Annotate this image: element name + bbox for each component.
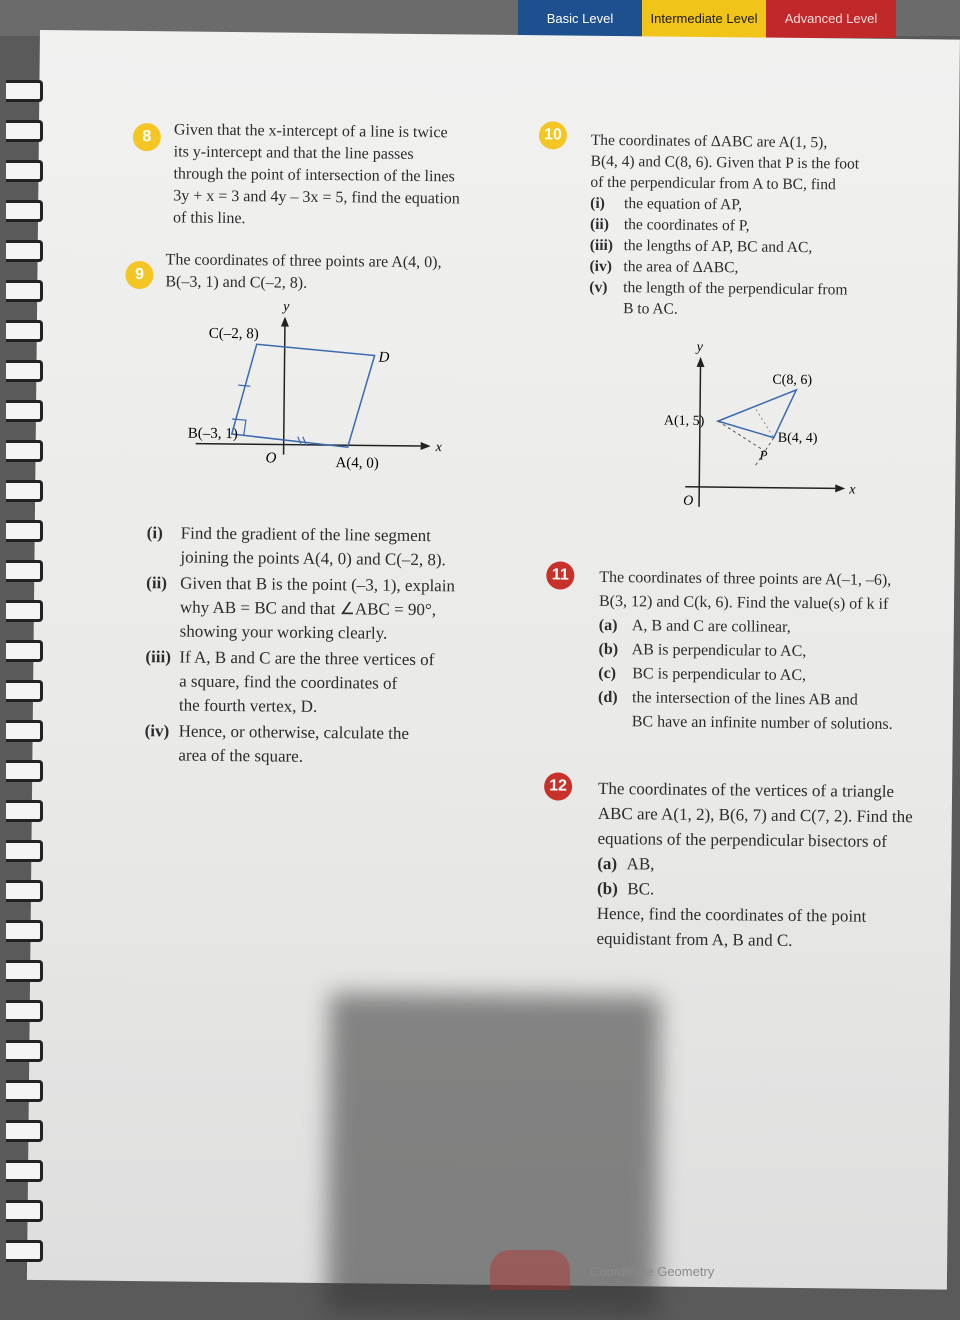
q11-line: The coordinates of three points are A(–1, –6), [599, 568, 892, 589]
x-axis-line [196, 444, 421, 446]
q10-line: The coordinates of ΔABC are A(1, 5), [590, 131, 828, 152]
q10-triangle-diagram [655, 336, 897, 529]
part-label: (i) [146, 523, 163, 543]
binding-ring [6, 200, 43, 222]
part-label: (i) [590, 194, 605, 212]
q8-line: through the point of intersection of the lines [173, 165, 455, 186]
label-point-b: B(4, 4) [777, 430, 818, 447]
q12-part [597, 876, 942, 905]
y-axis-line [699, 365, 700, 507]
part-body [180, 522, 446, 573]
x-axis-line [685, 487, 835, 489]
q12-part [597, 851, 942, 880]
binding-ring [6, 640, 43, 662]
label-x-axis: x [435, 440, 442, 456]
part-text: the equation of AP, [623, 195, 743, 214]
q9-line: B(–3, 1) and C(–2, 8). [165, 273, 308, 292]
part-line: area of the square. [178, 745, 304, 766]
question-9-number: 9 [125, 261, 153, 289]
q9-part [144, 719, 484, 771]
question-9-text [165, 249, 495, 296]
part-line: Find the gradient of the line segment [180, 523, 432, 546]
part-line: Hence, or otherwise, calculate the [178, 721, 410, 743]
part-line: why AB = BC and that ∠ABC = 90°, [179, 597, 437, 620]
binding-ring [6, 1120, 43, 1142]
part-label: (ii) [589, 215, 610, 233]
part-label: (b) [596, 878, 618, 899]
binding-ring [6, 440, 43, 462]
label-point-b: B(–3, 1) [187, 425, 238, 443]
part-body [180, 571, 456, 646]
y-axis-line [284, 325, 285, 455]
binding-ring [6, 800, 43, 822]
part-label: (ii) [146, 573, 168, 593]
q9-part [146, 571, 487, 647]
part-label: (a) [598, 616, 618, 635]
q8-line: Given that the x-intercept of a line is twice [173, 121, 448, 142]
part-text: A, B and C are collinear, [631, 617, 791, 636]
binding-ring [6, 360, 43, 382]
tab-basic-level[interactable]: Basic Level [518, 0, 642, 38]
tab-advanced-level[interactable]: Advanced Level [766, 0, 896, 38]
question-9-parts [144, 521, 487, 771]
part-text: AB is perpendicular to AC, [631, 641, 807, 661]
q12-line: The coordinates of the vertices of a triangle [597, 778, 895, 801]
tab-intermediate-level[interactable]: Intermediate Level [642, 0, 766, 38]
binding-ring [6, 1240, 43, 1262]
part-line: a square, find the coordinates of [179, 671, 398, 693]
part-label: (iii) [145, 647, 172, 667]
binding-ring [6, 320, 43, 342]
label-point-c: C(8, 6) [772, 372, 813, 389]
binding-ring [6, 960, 43, 982]
part-body [178, 719, 409, 769]
part-label: (a) [597, 853, 618, 874]
page-number-tab [490, 1250, 570, 1290]
q11-part [598, 638, 943, 666]
label-point-a: A(4, 0) [335, 455, 379, 472]
q9-part [146, 521, 486, 573]
label-point-a: A(1, 5) [663, 413, 705, 429]
binding-ring [6, 1080, 43, 1102]
q12-line: equations of the perpendicular bisectors of [597, 828, 888, 851]
q12-closing-line: equidistant from A, B and C. [596, 928, 793, 950]
question-10-number: 10 [539, 121, 567, 149]
part-text: the length of the perpendicular from [623, 279, 848, 299]
binding-ring [6, 1040, 43, 1062]
q8-line: its y-intercept and that the line passes [173, 143, 414, 163]
q11-line: B(3, 12) and C(k, 6). Find the value(s) of k if [598, 592, 889, 613]
label-point-d: D [378, 349, 390, 366]
label-origin: O [265, 450, 277, 467]
spiral-binding [0, 80, 46, 1260]
q12-line: ABC are A(1, 2), B(6, 7) and C(7, 2). Find the [597, 803, 913, 827]
binding-ring [6, 680, 43, 702]
question-11-number: 11 [546, 561, 574, 589]
part-text: BC. [627, 879, 655, 899]
label-y-axis: y [283, 299, 290, 315]
q9-line: The coordinates of three points are A(4, 0), [165, 251, 442, 272]
part-label: (iv) [144, 721, 170, 741]
footer-section-title: Coordinate Geometry [590, 1264, 715, 1279]
part-label: (c) [598, 664, 617, 683]
binding-ring [6, 1200, 43, 1222]
part-text: AB, [626, 854, 655, 874]
part-text: the intersection of the lines AB and [631, 689, 858, 709]
binding-ring [6, 760, 43, 782]
q11-part [598, 686, 943, 714]
binding-ring [6, 600, 43, 622]
binding-ring [6, 720, 43, 742]
y-axis-arrow [697, 357, 705, 367]
question-12-number: 12 [544, 772, 572, 800]
binding-ring [6, 920, 43, 942]
binding-ring [6, 160, 43, 182]
part-line: the fourth vertex, D. [178, 695, 318, 716]
q11-part-d-continuation: BC have an infinite number of solutions. [631, 713, 893, 733]
part-text: BC is perpendicular to AC, [632, 665, 807, 685]
part-line: If A, B and C are the three vertices of [179, 647, 435, 670]
y-axis-arrow [281, 317, 289, 327]
q8-line: of this line. [172, 209, 246, 228]
x-axis-arrow [421, 442, 431, 450]
part-label: (iii) [589, 236, 614, 255]
question-10-text [589, 130, 921, 322]
part-body [179, 645, 435, 720]
binding-ring [6, 520, 43, 542]
binding-ring [6, 400, 43, 422]
question-12-text [596, 776, 943, 955]
q11-part [599, 614, 944, 642]
question-11-text [598, 566, 945, 738]
part-text: the area of ΔABC, [623, 258, 739, 277]
label-x-axis: x [849, 482, 856, 498]
label-point-p: P [759, 447, 768, 463]
part-line: joining the points A(4, 0) and C(–2, 8). [180, 547, 446, 570]
binding-ring [6, 560, 43, 582]
binding-ring [6, 240, 43, 262]
part-label: (d) [597, 688, 618, 707]
binding-ring [6, 80, 43, 102]
q12-closing-line: Hence, find the coordinates of the point [596, 903, 867, 926]
q10-line: of the perpendicular from A to BC, find [590, 173, 836, 194]
part-label: (b) [598, 640, 619, 659]
label-point-c: C(–2, 8) [208, 325, 259, 343]
binding-ring [6, 280, 43, 302]
x-axis-arrow [835, 484, 845, 492]
part-line: showing your working clearly. [179, 621, 388, 643]
q11-part [598, 662, 943, 690]
binding-ring [6, 1000, 43, 1022]
binding-ring [6, 1160, 43, 1182]
tick-mark-bc [238, 385, 250, 386]
binding-ring [6, 880, 43, 902]
binding-ring [6, 480, 43, 502]
square-abcd [232, 344, 375, 447]
q9-square-diagram [185, 294, 487, 497]
binding-ring [6, 120, 43, 142]
q10-part-v-continuation: B to AC. [623, 300, 678, 318]
part-line: Given that B is the point (–3, 1), explain [180, 573, 456, 596]
workbook-page [27, 30, 960, 1290]
q9-part [145, 645, 486, 721]
q10-line: B(4, 4) and C(8, 6). Given that P is the foot [590, 152, 860, 173]
question-8-number: 8 [133, 123, 161, 151]
q8-line: 3y + x = 3 and 4y – 3x = 5, find the equation [173, 187, 460, 208]
part-text: the coordinates of P, [623, 216, 750, 235]
binding-ring [6, 840, 43, 862]
part-text: the lengths of AP, BC and AC, [623, 237, 813, 257]
part-label: (iv) [589, 257, 613, 276]
label-y-axis: y [696, 339, 704, 355]
label-origin: O [683, 493, 694, 509]
part-label: (v) [589, 278, 608, 296]
question-8-text [173, 119, 504, 232]
